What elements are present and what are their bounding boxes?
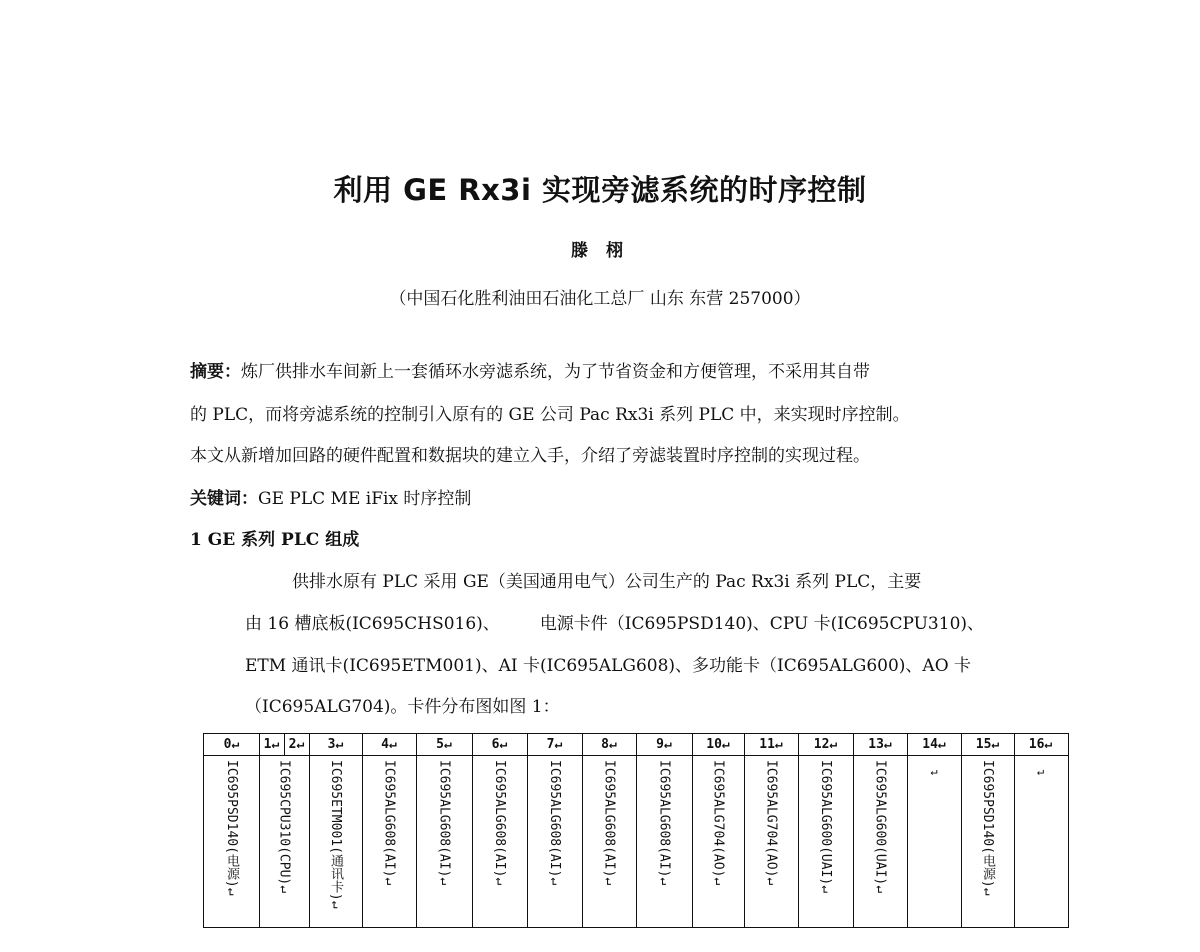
slot-card-label: IC695ALG608(AI)↵ [381, 760, 397, 886]
slot-card [744, 758, 798, 926]
slot-card [204, 758, 259, 926]
paper-title: 利用 GE Rx3i 实现旁滤系统的时序控制 [333, 173, 867, 207]
paragraph-line-4: （IC695ALG704)。卡件分布图如图 1： [245, 697, 560, 717]
slot-card [582, 758, 636, 926]
slot-card-label: IC695PSD140(电源)↵ [980, 760, 995, 896]
paragraph-line-3: ETM 通讯卡(IC695ETM001)、AI 卡(IC695ALG608)、多功能卡（IC695ALG600)、AO 卡 [245, 656, 972, 676]
slot-header: 0↵ [223, 737, 240, 752]
author: 滕 栩 [571, 241, 629, 261]
card-layout-table [203, 733, 1069, 928]
keywords-text: GE PLC ME iFix 时序控制 [258, 489, 472, 509]
slot-card-label: IC695ALG608(AI)↵ [436, 760, 452, 886]
slot-card-label: ↵ [930, 764, 938, 778]
keywords-label: 关键词： [190, 489, 258, 509]
slot-card-label: IC695ALG600(UAI)↵ [818, 760, 833, 894]
slot-header: 9↵ [656, 737, 672, 752]
slot-header: 4↵ [381, 737, 397, 752]
slot-header: 5↵ [436, 737, 452, 752]
slot-header: 7↵ [546, 737, 563, 752]
slot-header: 8↵ [601, 737, 617, 752]
slot-header: 6↵ [491, 737, 508, 752]
slot-card [259, 758, 309, 926]
slot-card [798, 758, 853, 926]
slot-header: 16↵ [1028, 737, 1053, 752]
slot-card-label: IC695PSD140(电源)↵ [224, 760, 239, 896]
abstract-label: 摘要： [190, 362, 241, 382]
slot-card-label: IC695ALG704(AO)↵ [763, 760, 779, 886]
affiliation: （中国石化胜利油田石油化工总厂 山东 东营 257000） [389, 289, 811, 309]
paragraph-line-2a: 由 16 槽底板(IC695CHS016)、 [245, 614, 500, 634]
slot-header: 3↵ [327, 737, 344, 752]
slot-card [362, 758, 416, 926]
slot-card [961, 758, 1014, 926]
paragraph-line-1: 供排水原有 PLC 采用 GE（美国通用电气）公司生产的 Pac Rx3i 系列 PLC，主要 [292, 572, 922, 592]
slot-card-label: IC695CPU310(CPU)↵ [276, 760, 292, 894]
slot-card-label: IC695ALG608(AI)↵ [492, 760, 507, 886]
slot-card [309, 758, 362, 926]
slot-card-label: IC695ALG608(AI)↵ [656, 760, 672, 886]
keywords [190, 484, 471, 509]
slot-header: 11↵ [759, 737, 783, 752]
abstract-text-1: 炼厂供排水车间新上一套循环水旁滤系统，为了节省资金和方便管理，不采用其自带 [241, 362, 870, 382]
abstract-line-3: 本文从新增加回路的硬件配置和数据块的建立入手，介绍了旁滤装置时序控制的实现过程。 [190, 446, 870, 466]
slot-card [692, 758, 744, 926]
slot-card-label: IC695ALG704(AO)↵ [710, 760, 726, 886]
slot-card [907, 758, 961, 926]
slot-card [1014, 758, 1067, 926]
slot-card [472, 758, 527, 926]
slot-card-label: IC695ALG608(AI)↵ [547, 760, 562, 886]
slot-header: 1↵ [263, 737, 280, 752]
slot-header: 15↵ [975, 737, 1000, 752]
slot-header: 2↵ [288, 737, 305, 752]
slot-card-label: ↵ [1036, 764, 1045, 778]
slot-card-label: IC695ALG600(UAI)↵ [872, 760, 888, 894]
slot-card [527, 758, 582, 926]
slot-card [416, 758, 472, 926]
slot-card [853, 758, 907, 926]
slot-card [636, 758, 692, 926]
section-heading: 1 GE 系列 PLC 组成 [190, 530, 360, 550]
slot-header: 10↵ [706, 737, 730, 752]
slot-card-label: IC695ETM001(通讯卡)↵ [328, 760, 343, 909]
abstract-line-1 [190, 357, 870, 382]
slot-header: 12↵ [813, 737, 838, 752]
slot-header: 14↵ [922, 737, 946, 752]
slot-card-label: IC695ALG608(AI)↵ [601, 760, 617, 886]
abstract-line-2: 的 PLC，而将旁滤系统的控制引入原有的 GE 公司 Pac Rx3i 系列 PLC 中，来实现时序控制。 [190, 405, 910, 425]
paragraph-line-2 [245, 609, 984, 634]
slot-header: 13↵ [868, 737, 892, 752]
paragraph-line-2b: 电源卡件（IC695PSD140)、CPU 卡(IC695CPU310)、 [539, 614, 985, 634]
